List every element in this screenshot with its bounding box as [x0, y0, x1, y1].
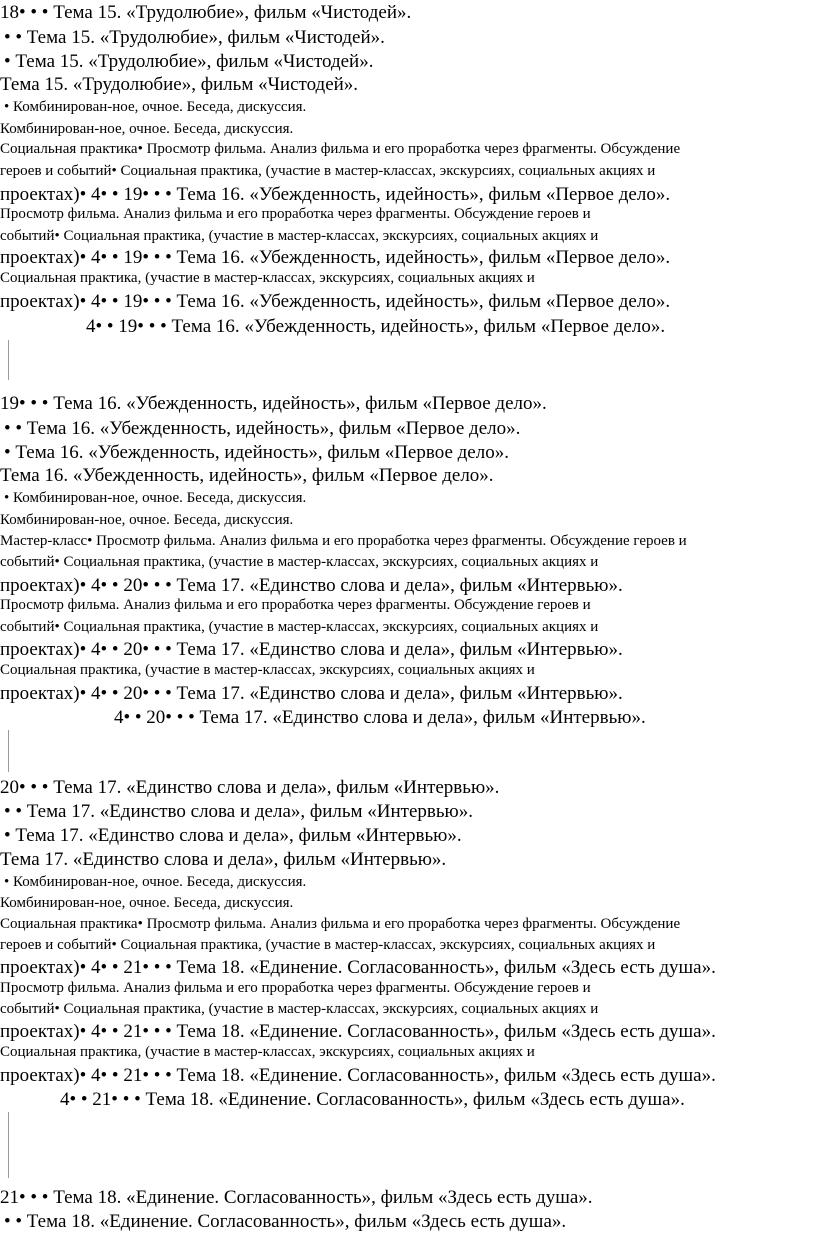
text-line: Комбинирован-ное, очное. Беседа, дискуссия. — [0, 121, 294, 137]
text-line: Просмотр фильма. Анализ фильма и его проработка через фрагменты. Обсуждение героев и — [0, 206, 591, 222]
text-line: • Комбинирован-ное, очное. Беседа, дискуссия. — [4, 99, 307, 115]
text-line: героев и событий• Социальная практика, (участие в мастер-классах, экскурсиях, социальных акциях и — [0, 163, 656, 179]
text-line: • Комбинирован-ное, очное. Беседа, дискуссия. — [4, 874, 307, 890]
section-divider — [8, 1112, 9, 1178]
text-line: Социальная практика, (участие в мастер-классах, экскурсиях, социальных акциях и — [0, 1044, 535, 1060]
text-line: • • Тема 15. «Трудолюбие», фильм «Чистодей». — [4, 27, 385, 48]
text-line: Социальная практика• Просмотр фильма. Анализ фильма и его проработка через фрагменты. Обсуждение — [0, 141, 681, 157]
text-line: проектах)• 4• • 20• • • Тема 17. «Единство слова и дела», фильм «Интервью». — [0, 575, 623, 596]
text-line: проектах)• 4• • 21• • • Тема 18. «Единение. Согласованность», фильм «Здесь есть душа». — [0, 957, 716, 978]
text-line: 4• • 19• • • Тема 16. «Убежденность, идейность», фильм «Первое дело». — [86, 316, 666, 337]
section-divider — [8, 340, 9, 380]
text-line: Просмотр фильма. Анализ фильма и его проработка через фрагменты. Обсуждение героев и — [0, 597, 591, 613]
text-line: Просмотр фильма. Анализ фильма и его проработка через фрагменты. Обсуждение героев и — [0, 980, 591, 996]
text-line: • • Тема 17. «Единство слова и дела», фильм «Интервью». — [4, 801, 473, 822]
text-line: Социальная практика, (участие в мастер-классах, экскурсиях, социальных акциях и — [0, 662, 535, 678]
text-line: героев и событий• Социальная практика, (участие в мастер-классах, экскурсиях, социальных акциях и — [0, 937, 656, 953]
text-line: 4• • 20• • • Тема 17. «Единство слова и дела», фильм «Интервью». — [114, 707, 646, 728]
text-line: 4• • 21• • • Тема 18. «Единение. Согласованность», фильм «Здесь есть душа». — [60, 1089, 685, 1110]
text-line: • • Тема 18. «Единение. Согласованность», фильм «Здесь есть душа». — [4, 1211, 567, 1232]
text-line: проектах)• 4• • 21• • • Тема 18. «Единение. Согласованность», фильм «Здесь есть душа». — [0, 1021, 716, 1042]
text-line: • Тема 17. «Единство слова и дела», фильм «Интервью». — [4, 825, 462, 846]
text-line: Социальная практика, (участие в мастер-классах, экскурсиях, социальных акциях и — [0, 270, 535, 286]
text-line: событий• Социальная практика, (участие в мастер-классах, экскурсиях, социальных акциях и — [0, 619, 599, 635]
text-line: Социальная практика• Просмотр фильма. Анализ фильма и его проработка через фрагменты. Обсуждение — [0, 916, 681, 932]
text-line: Мастер-класс• Просмотр фильма. Анализ фильма и его проработка через фрагменты. Обсуждение героев и — [0, 533, 687, 549]
text-line: проектах)• 4• • 21• • • Тема 18. «Единение. Согласованность», фильм «Здесь есть душа». — [0, 1065, 716, 1086]
text-line: проектах)• 4• • 20• • • Тема 17. «Единство слова и дела», фильм «Интервью». — [0, 683, 623, 704]
text-line: Тема 17. «Единство слова и дела», фильм «Интервью». — [0, 849, 447, 870]
text-line: 20• • • Тема 17. «Единство слова и дела», фильм «Интервью». — [0, 777, 500, 798]
text-line: событий• Социальная практика, (участие в мастер-классах, экскурсиях, социальных акциях и — [0, 1001, 599, 1017]
text-line: Тема 16. «Убежденность, идейность», фильм «Первое дело». — [0, 465, 494, 486]
text-line: Комбинирован-ное, очное. Беседа, дискуссия. — [0, 895, 294, 911]
text-line: • • Тема 16. «Убежденность, идейность», фильм «Первое дело». — [4, 418, 521, 439]
text-line: 21• • • Тема 18. «Единение. Согласованность», фильм «Здесь есть душа». — [0, 1187, 593, 1208]
text-line: • Тема 15. «Трудолюбие», фильм «Чистодей». — [4, 51, 374, 72]
text-line: проектах)• 4• • 19• • • Тема 16. «Убежденность, идейность», фильм «Первое дело». — [0, 184, 671, 205]
text-line: проектах)• 4• • 19• • • Тема 16. «Убежденность, идейность», фильм «Первое дело». — [0, 291, 671, 312]
text-line: 18• • • Тема 15. «Трудолюбие», фильм «Чистодей». — [0, 2, 412, 23]
section-divider — [8, 730, 9, 772]
text-line: 19• • • Тема 16. «Убежденность, идейность», фильм «Первое дело». — [0, 393, 547, 414]
text-line: проектах)• 4• • 19• • • Тема 16. «Убежденность, идейность», фильм «Первое дело». — [0, 247, 671, 268]
text-line: событий• Социальная практика, (участие в мастер-классах, экскурсиях, социальных акциях и — [0, 228, 599, 244]
text-line: Комбинирован-ное, очное. Беседа, дискуссия. — [0, 512, 294, 528]
text-line: проектах)• 4• • 20• • • Тема 17. «Единство слова и дела», фильм «Интервью». — [0, 639, 623, 660]
text-line: • Тема 16. «Убежденность, идейность», фильм «Первое дело». — [4, 442, 509, 463]
text-line: Тема 15. «Трудолюбие», фильм «Чистодей». — [0, 74, 359, 95]
text-line: • Комбинирован-ное, очное. Беседа, дискуссия. — [4, 490, 307, 506]
text-line: событий• Социальная практика, (участие в мастер-классах, экскурсиях, социальных акциях и — [0, 554, 599, 570]
